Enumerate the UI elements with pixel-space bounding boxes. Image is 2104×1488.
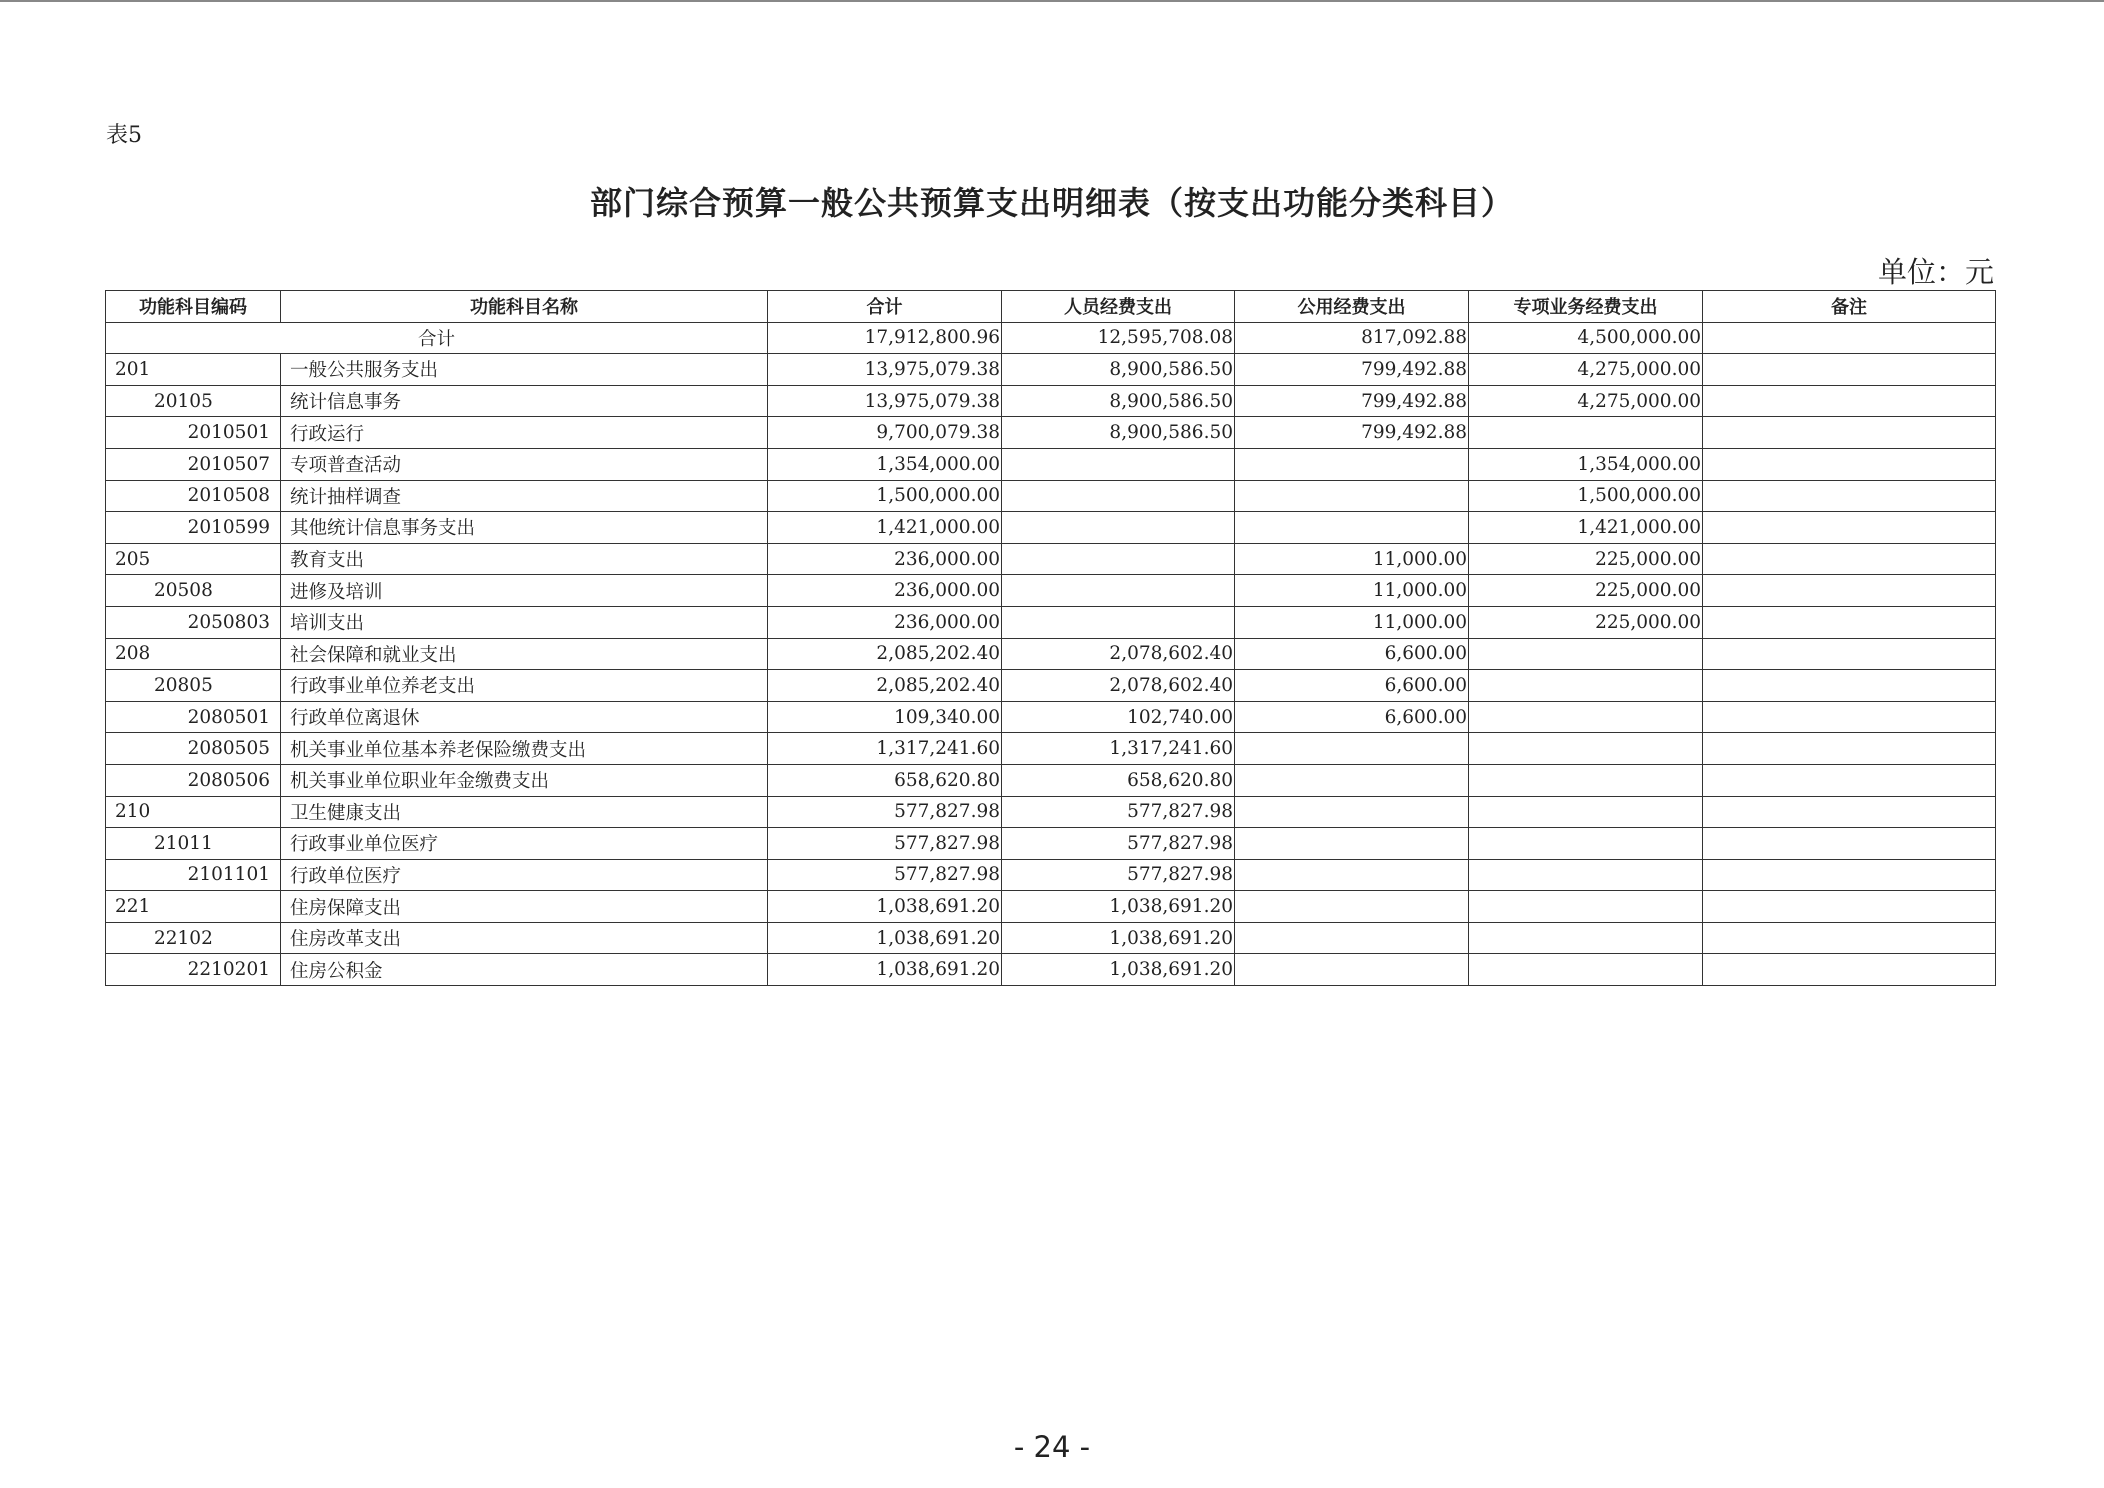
note-cell [1703, 417, 1996, 449]
table-row [106, 606, 1996, 638]
special-expense-cell [1469, 796, 1703, 828]
public-expense-cell [1235, 448, 1469, 480]
note-cell [1703, 354, 1996, 386]
public-expense-cell: 6,600.00 [1235, 670, 1469, 702]
personnel-expense-cell: 1,038,691.20 [1002, 954, 1235, 986]
personnel-expense-cell [1002, 512, 1235, 544]
total-row-label: 合计 [106, 322, 768, 354]
page-number: - 24 - [1013, 1430, 1091, 1464]
special-expense-cell [1469, 954, 1703, 986]
function-code-cell: 2010501 [106, 417, 281, 449]
special-expense-cell [1469, 764, 1703, 796]
table-body [106, 322, 1996, 985]
total-cell: 577,827.98 [768, 859, 1002, 891]
total-cell: 9,700,079.38 [768, 417, 1002, 449]
header-note: 备注 [1703, 291, 1996, 323]
special-expense-cell: 225,000.00 [1469, 575, 1703, 607]
note-cell [1703, 922, 1996, 954]
function-name-cell: 住房保障支出 [281, 891, 768, 923]
note-cell [1703, 891, 1996, 923]
note-cell [1703, 701, 1996, 733]
table-row [106, 922, 1996, 954]
total-cell: 2,085,202.40 [768, 638, 1002, 670]
function-name-cell: 行政事业单位医疗 [281, 828, 768, 860]
public-expense-cell: 799,492.88 [1235, 385, 1469, 417]
public-expense-cell [1235, 954, 1469, 986]
personnel-expense-cell: 1,317,241.60 [1002, 733, 1235, 765]
note-cell [1703, 575, 1996, 607]
function-name-cell: 一般公共服务支出 [281, 354, 768, 386]
special-expense-cell [1469, 859, 1703, 891]
header-personnel-expense: 人员经费支出 [1002, 291, 1235, 323]
table-header [106, 291, 1996, 323]
table-row [106, 385, 1996, 417]
function-code-cell: 210 [106, 796, 281, 828]
function-name-cell: 进修及培训 [281, 575, 768, 607]
function-code-cell: 2010599 [106, 512, 281, 544]
total-cell: 577,827.98 [768, 828, 1002, 860]
public-expense-cell: 799,492.88 [1235, 417, 1469, 449]
unit-label: 单位：元 [1877, 255, 1994, 289]
personnel-expense-cell: 1,038,691.20 [1002, 891, 1235, 923]
public-expense-cell: 6,600.00 [1235, 701, 1469, 733]
total-cell: 13,975,079.38 [768, 385, 1002, 417]
public-expense-cell [1235, 480, 1469, 512]
table-row [106, 448, 1996, 480]
personnel-expense-cell: 8,900,586.50 [1002, 385, 1235, 417]
function-code-cell: 201 [106, 354, 281, 386]
total-row-total: 17,912,800.96 [768, 322, 1002, 354]
function-name-cell: 行政事业单位养老支出 [281, 670, 768, 702]
personnel-expense-cell: 658,620.80 [1002, 764, 1235, 796]
note-cell [1703, 764, 1996, 796]
special-expense-cell [1469, 922, 1703, 954]
public-expense-cell [1235, 891, 1469, 923]
table-row [106, 480, 1996, 512]
total-cell: 236,000.00 [768, 606, 1002, 638]
table-row [106, 417, 1996, 449]
special-expense-cell: 225,000.00 [1469, 606, 1703, 638]
total-row-special: 4,500,000.00 [1469, 322, 1703, 354]
function-name-cell: 统计信息事务 [281, 385, 768, 417]
function-name-cell: 其他统计信息事务支出 [281, 512, 768, 544]
special-expense-cell: 1,500,000.00 [1469, 480, 1703, 512]
personnel-expense-cell: 577,827.98 [1002, 796, 1235, 828]
note-cell [1703, 385, 1996, 417]
header-total: 合计 [768, 291, 1002, 323]
note-cell [1703, 733, 1996, 765]
function-code-cell: 208 [106, 638, 281, 670]
header-row [106, 291, 1996, 323]
total-cell: 236,000.00 [768, 575, 1002, 607]
special-expense-cell [1469, 417, 1703, 449]
note-cell [1703, 828, 1996, 860]
table-row [106, 859, 1996, 891]
public-expense-cell [1235, 764, 1469, 796]
special-expense-cell [1469, 638, 1703, 670]
personnel-expense-cell: 102,740.00 [1002, 701, 1235, 733]
total-cell: 1,500,000.00 [768, 480, 1002, 512]
public-expense-cell [1235, 922, 1469, 954]
function-code-cell: 22102 [106, 922, 281, 954]
personnel-expense-cell: 1,038,691.20 [1002, 922, 1235, 954]
total-cell: 658,620.80 [768, 764, 1002, 796]
table-row [106, 670, 1996, 702]
public-expense-cell [1235, 859, 1469, 891]
function-code-cell: 20508 [106, 575, 281, 607]
function-name-cell: 行政单位医疗 [281, 859, 768, 891]
total-cell: 1,038,691.20 [768, 954, 1002, 986]
table-row [106, 796, 1996, 828]
special-expense-cell [1469, 828, 1703, 860]
table-row [106, 891, 1996, 923]
total-cell: 577,827.98 [768, 796, 1002, 828]
special-expense-cell: 4,275,000.00 [1469, 385, 1703, 417]
document-title: 部门综合预算一般公共预算支出明细表（按支出功能分类科目） [589, 184, 1514, 222]
total-cell: 2,085,202.40 [768, 670, 1002, 702]
function-name-cell: 培训支出 [281, 606, 768, 638]
header-function-code: 功能科目编码 [106, 291, 281, 323]
table-number-label: 表5 [106, 123, 142, 148]
function-name-cell: 住房公积金 [281, 954, 768, 986]
personnel-expense-cell [1002, 480, 1235, 512]
note-cell [1703, 448, 1996, 480]
special-expense-cell: 1,421,000.00 [1469, 512, 1703, 544]
function-code-cell: 21011 [106, 828, 281, 860]
total-cell: 1,038,691.20 [768, 891, 1002, 923]
function-code-cell: 20805 [106, 670, 281, 702]
function-name-cell: 专项普查活动 [281, 448, 768, 480]
function-name-cell: 机关事业单位职业年金缴费支出 [281, 764, 768, 796]
table-row [106, 543, 1996, 575]
function-code-cell: 205 [106, 543, 281, 575]
note-cell [1703, 512, 1996, 544]
total-cell: 1,317,241.60 [768, 733, 1002, 765]
note-cell [1703, 670, 1996, 702]
function-code-cell: 2010507 [106, 448, 281, 480]
note-cell [1703, 480, 1996, 512]
note-cell [1703, 859, 1996, 891]
table-row [106, 828, 1996, 860]
function-code-cell: 2101101 [106, 859, 281, 891]
function-name-cell: 住房改革支出 [281, 922, 768, 954]
personnel-expense-cell [1002, 448, 1235, 480]
function-code-cell: 2080505 [106, 733, 281, 765]
table-row [106, 764, 1996, 796]
special-expense-cell [1469, 670, 1703, 702]
table-row [106, 701, 1996, 733]
personnel-expense-cell: 577,827.98 [1002, 828, 1235, 860]
special-expense-cell [1469, 891, 1703, 923]
total-cell: 236,000.00 [768, 543, 1002, 575]
function-name-cell: 社会保障和就业支出 [281, 638, 768, 670]
note-cell [1703, 543, 1996, 575]
table-row [106, 954, 1996, 986]
header-function-name: 功能科目名称 [281, 291, 768, 323]
total-row-personnel: 12,595,708.08 [1002, 322, 1235, 354]
special-expense-cell: 225,000.00 [1469, 543, 1703, 575]
function-name-cell: 机关事业单位基本养老保险缴费支出 [281, 733, 768, 765]
function-name-cell: 行政单位离退休 [281, 701, 768, 733]
special-expense-cell: 1,354,000.00 [1469, 448, 1703, 480]
total-cell: 1,038,691.20 [768, 922, 1002, 954]
table-row [106, 354, 1996, 386]
public-expense-cell [1235, 733, 1469, 765]
total-cell: 109,340.00 [768, 701, 1002, 733]
function-code-cell: 2080506 [106, 764, 281, 796]
note-cell [1703, 638, 1996, 670]
personnel-expense-cell: 577,827.98 [1002, 859, 1235, 891]
function-code-cell: 2210201 [106, 954, 281, 986]
public-expense-cell: 6,600.00 [1235, 638, 1469, 670]
table-row [106, 733, 1996, 765]
total-row [106, 322, 1996, 354]
function-name-cell: 教育支出 [281, 543, 768, 575]
function-code-cell: 20105 [106, 385, 281, 417]
function-code-cell: 221 [106, 891, 281, 923]
total-row-public: 817,092.88 [1235, 322, 1469, 354]
header-special-expense: 专项业务经费支出 [1469, 291, 1703, 323]
personnel-expense-cell: 2,078,602.40 [1002, 638, 1235, 670]
total-cell: 13,975,079.38 [768, 354, 1002, 386]
public-expense-cell [1235, 828, 1469, 860]
special-expense-cell [1469, 733, 1703, 765]
function-name-cell: 卫生健康支出 [281, 796, 768, 828]
note-cell [1703, 606, 1996, 638]
function-code-cell: 2080501 [106, 701, 281, 733]
top-border-line [0, 0, 2104, 2]
personnel-expense-cell: 8,900,586.50 [1002, 354, 1235, 386]
public-expense-cell: 799,492.88 [1235, 354, 1469, 386]
public-expense-cell [1235, 796, 1469, 828]
personnel-expense-cell [1002, 575, 1235, 607]
total-cell: 1,421,000.00 [768, 512, 1002, 544]
public-expense-cell: 11,000.00 [1235, 543, 1469, 575]
function-name-cell: 行政运行 [281, 417, 768, 449]
function-code-cell: 2010508 [106, 480, 281, 512]
note-cell [1703, 954, 1996, 986]
personnel-expense-cell: 2,078,602.40 [1002, 670, 1235, 702]
public-expense-cell [1235, 512, 1469, 544]
total-row-note [1703, 322, 1996, 354]
function-code-cell: 2050803 [106, 606, 281, 638]
total-cell: 1,354,000.00 [768, 448, 1002, 480]
public-expense-cell: 11,000.00 [1235, 606, 1469, 638]
header-public-expense: 公用经费支出 [1235, 291, 1469, 323]
function-name-cell: 统计抽样调查 [281, 480, 768, 512]
note-cell [1703, 796, 1996, 828]
personnel-expense-cell: 8,900,586.50 [1002, 417, 1235, 449]
personnel-expense-cell [1002, 606, 1235, 638]
public-expense-cell: 11,000.00 [1235, 575, 1469, 607]
special-expense-cell [1469, 701, 1703, 733]
budget-table [105, 290, 1996, 986]
table-row [106, 512, 1996, 544]
table-row [106, 638, 1996, 670]
special-expense-cell: 4,275,000.00 [1469, 354, 1703, 386]
table-row [106, 575, 1996, 607]
personnel-expense-cell [1002, 543, 1235, 575]
